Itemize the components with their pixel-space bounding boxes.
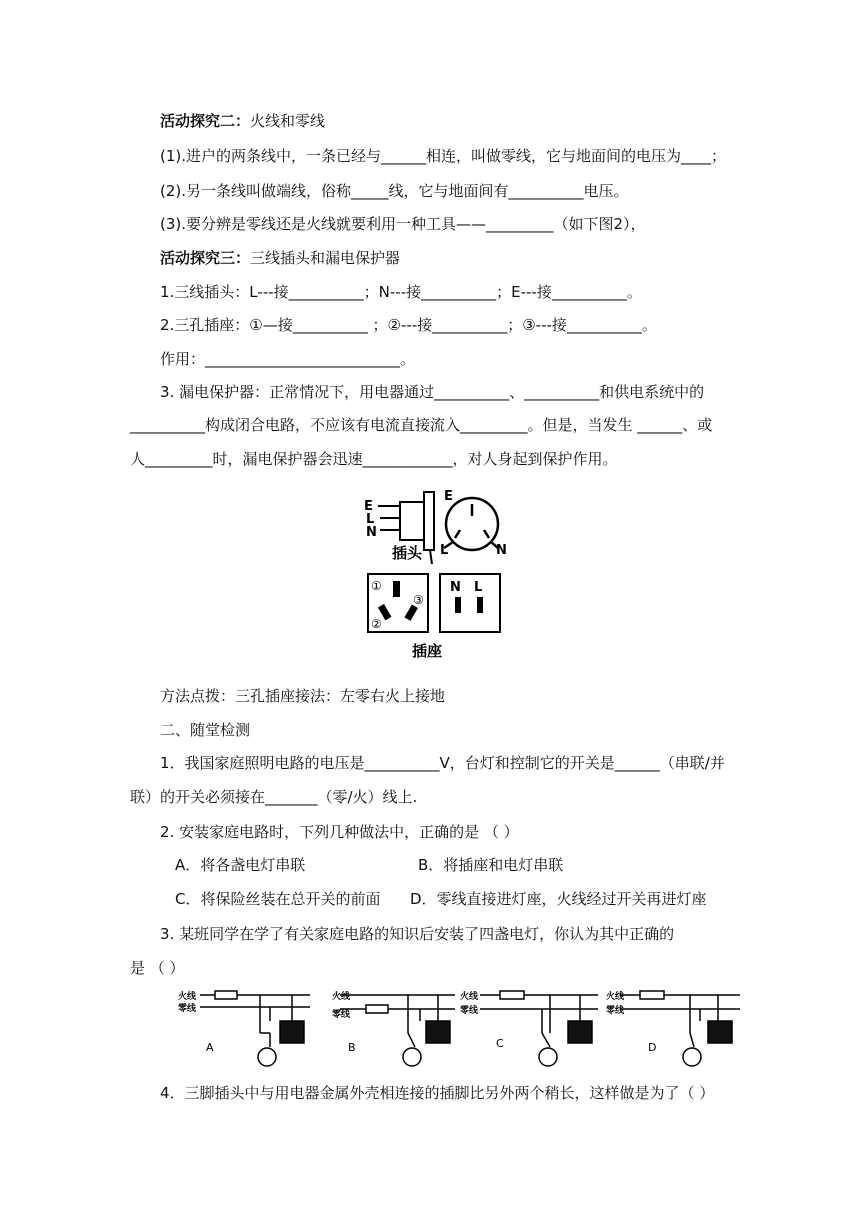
circuit-b: [340, 995, 455, 1066]
section2-heading-tail: 火线和零线: [250, 112, 326, 130]
question-2-option-d: D．零线直接进灯座，火线经过开关再进灯座: [410, 890, 707, 908]
question-3a: 3. 某班同学在学了有关家庭电路的知识后安装了四盏电灯，你认为其中正确的: [160, 925, 675, 943]
circuit-c-option-label: C: [496, 1037, 504, 1050]
question-1a: 1．我国家庭照明电路的电压是__________V，台灯和控制它的开关是______（串联/并: [160, 754, 725, 772]
method-tip: 方法点拨：三孔插座接法：左零右火上接地: [160, 687, 446, 705]
plug-face-view: [444, 498, 498, 550]
circuit-b-live-label: 火线: [332, 992, 351, 1002]
section3-item2: 2.三孔插座：①—接__________ ；②---接__________；③---接__________。: [160, 316, 657, 334]
plug-socket-figure: [360, 484, 510, 662]
question-3b: 是 （ ）: [130, 959, 185, 977]
circuit-a-neutral-label: 零线: [178, 1004, 197, 1014]
section3-item1: 1.三线插头：L---接__________；N---接__________；E---接__________。: [160, 283, 642, 301]
circuit-c: [480, 991, 598, 1066]
section3-heading-tail: 三线插头和漏电保护器: [250, 249, 401, 267]
circuit-d: [620, 991, 740, 1066]
circuit-a: [200, 991, 310, 1066]
check-heading: 二、随堂检测: [160, 721, 251, 739]
section3-item2b: 作用：__________________________。: [160, 350, 416, 368]
socket-caption: 插座: [412, 642, 443, 660]
circuit-b-neutral-label: 零线: [332, 1010, 351, 1020]
section3-heading: [160, 248, 400, 268]
question-4: 4．三脚插头中与用电器金属外壳相连接的插脚比另外两个稍长，这样做是为了（ ）: [160, 1084, 715, 1102]
question-2: 2. 安装家庭电路时，下列几种做法中，正确的是 （ ）: [160, 823, 519, 841]
circuit-c-live-label: 火线: [460, 992, 479, 1002]
socket2-label-n: N: [450, 580, 461, 595]
circuit-b-option-label: B: [348, 1041, 356, 1054]
section2-heading-bold: 活动探究二：: [160, 112, 251, 130]
circuit-d-neutral-label: 零线: [606, 1006, 625, 1016]
plug-caption: 插头: [392, 544, 423, 562]
question-1b: 联）的开关必须接在_______（零/火）线上.: [130, 788, 418, 806]
circuit-d-live-label: 火线: [606, 992, 625, 1002]
question-2-option-c: C．将保险丝装在总开关的前面: [175, 890, 381, 908]
section2-item3: (3).要分辨是零线还是火线就要利用一种工具——_________（如下图2），: [160, 215, 646, 233]
section2-item2: (2).另一条线叫做端线，俗称_____线，它与地面间有__________电压。: [160, 182, 629, 200]
section3-heading-bold: 活动探究三：: [160, 249, 251, 267]
two-hole-socket: [440, 574, 500, 632]
socket2-label-l: L: [474, 580, 483, 595]
plug-face-label-n: N: [496, 543, 507, 558]
section3-item3a: 3. 漏电保护器：正常情况下，用电器通过__________、__________和供电系统中的: [160, 383, 705, 401]
question-2-option-a: A．将各盏电灯串联: [175, 856, 306, 874]
section2-item1: (1).进户的两条线中，一条已经与______相连，叫做零线，它与地面间的电压为____；: [160, 147, 727, 165]
socket-hole-1: ①: [371, 579, 382, 593]
section3-item3b: __________构成闭合电路，不应该有电流直接流入_________。但是，当发生 ______、或: [130, 416, 713, 434]
plug-pin-label-l: L: [366, 512, 375, 527]
question-2-option-b: B．将插座和电灯串联: [418, 856, 564, 874]
plug-face-label-l: L: [440, 543, 449, 558]
circuit-c-neutral-label: 零线: [460, 1006, 479, 1016]
circuit-a-option-label: A: [206, 1041, 214, 1054]
circuit-d-option-label: D: [648, 1041, 657, 1054]
plug-pin-label-e: E: [364, 499, 373, 514]
circuit-diagrams: [170, 985, 745, 1070]
section2-heading: [160, 111, 325, 131]
socket-hole-3: ③: [413, 593, 424, 607]
socket-hole-2: ②: [371, 617, 382, 631]
circuit-a-live-label: 火线: [178, 992, 197, 1002]
plug-pin-label-n: N: [366, 525, 377, 540]
plug-face-label-e: E: [444, 489, 453, 504]
section3-item3c: 人_________时，漏电保护器会迅速____________，对人身起到保护作用。: [130, 450, 618, 468]
